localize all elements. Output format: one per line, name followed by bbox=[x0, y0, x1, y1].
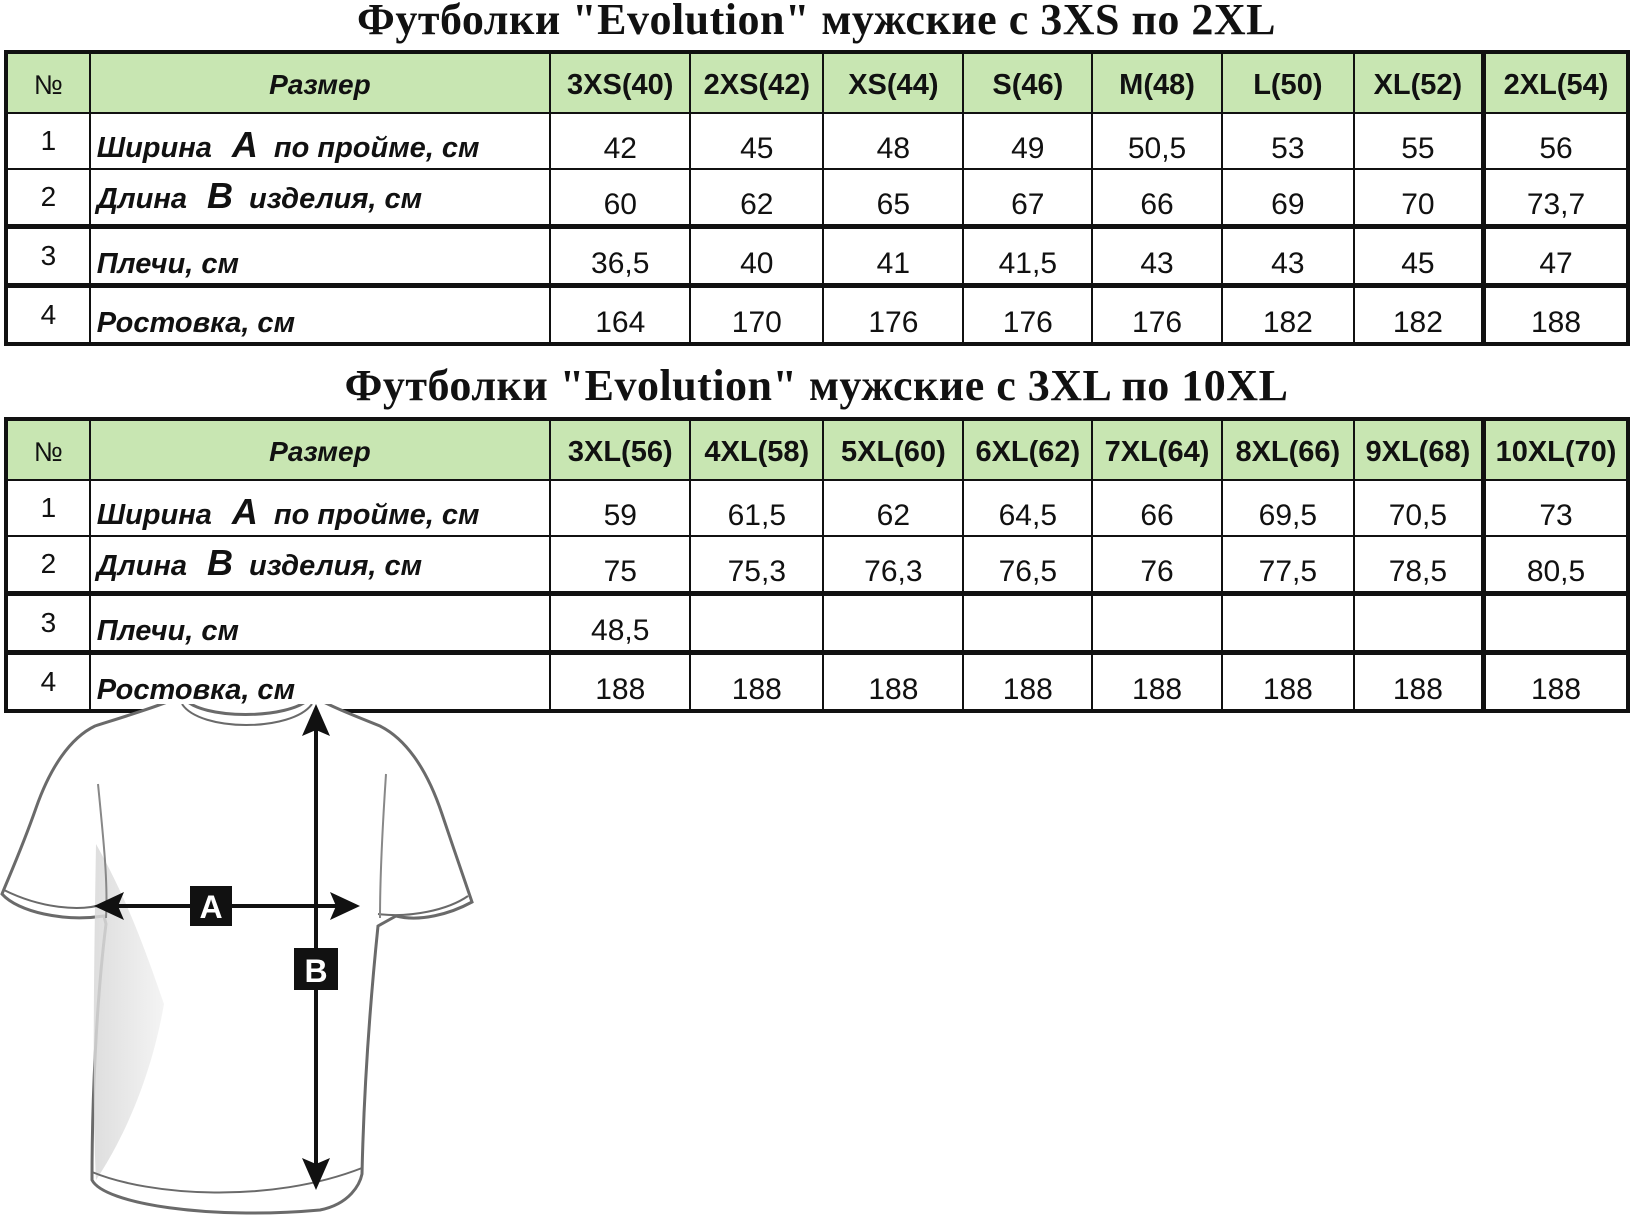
table-cell: 188 bbox=[823, 653, 963, 712]
header-size: S(46) bbox=[963, 52, 1092, 113]
table-cell bbox=[1092, 594, 1222, 653]
table-cell: 41 bbox=[823, 227, 963, 286]
row-parameter bbox=[90, 536, 550, 594]
row-number: 3 bbox=[6, 227, 90, 286]
table-row bbox=[6, 480, 1628, 536]
header-size: XS(44) bbox=[823, 52, 963, 113]
header-size: XL(52) bbox=[1354, 52, 1484, 113]
header-size: 9XL(68) bbox=[1354, 419, 1484, 480]
header-size: 5XL(60) bbox=[823, 419, 963, 480]
row-parameter bbox=[90, 286, 550, 345]
table-cell: 42 bbox=[550, 113, 690, 169]
table-cell: 62 bbox=[690, 169, 823, 227]
table-cell: 55 bbox=[1354, 113, 1484, 169]
table-cell: 176 bbox=[963, 286, 1092, 345]
table-cell: 70 bbox=[1354, 169, 1484, 227]
table-cell: 164 bbox=[550, 286, 690, 345]
table-cell: 66 bbox=[1092, 480, 1222, 536]
table-cell: 170 bbox=[690, 286, 823, 345]
parameter-label-suffix: изделия, см bbox=[249, 183, 423, 215]
table-cell: 48 bbox=[823, 113, 963, 169]
table-row bbox=[6, 113, 1628, 169]
row-parameter bbox=[90, 594, 550, 653]
parameter-letter: В bbox=[207, 175, 234, 216]
table-row bbox=[6, 227, 1628, 286]
table-cell: 80,5 bbox=[1484, 536, 1628, 594]
header-size-label: Размер bbox=[90, 419, 550, 480]
table-cell: 64,5 bbox=[963, 480, 1092, 536]
table-cell: 182 bbox=[1354, 286, 1484, 345]
header-size: 6XL(62) bbox=[963, 419, 1092, 480]
table-row bbox=[6, 169, 1628, 227]
parameter-label: Ширина bbox=[96, 132, 212, 164]
table-cell: 48,5 bbox=[550, 594, 690, 653]
header-size: 8XL(66) bbox=[1222, 419, 1354, 480]
header-row bbox=[6, 419, 1628, 480]
table-cell: 43 bbox=[1092, 227, 1222, 286]
header-size: 10XL(70) bbox=[1484, 419, 1628, 480]
table-cell: 188 bbox=[1484, 653, 1628, 712]
parameter-label: Длина bbox=[96, 550, 188, 582]
label-a: A bbox=[199, 889, 223, 925]
tshirt-outline bbox=[2, 704, 472, 1213]
row-number: 1 bbox=[6, 113, 90, 169]
table-cell: 77,5 bbox=[1222, 536, 1354, 594]
label-b: B bbox=[304, 953, 328, 989]
parameter-letter: А bbox=[231, 124, 258, 165]
table-cell bbox=[690, 594, 823, 653]
header-size: 3XS(40) bbox=[550, 52, 690, 113]
row-parameter bbox=[90, 113, 550, 169]
table-cell: 76,3 bbox=[823, 536, 963, 594]
table-cell: 76,5 bbox=[963, 536, 1092, 594]
parameter-label-suffix: изделия, см bbox=[249, 550, 423, 582]
table-cell: 56 bbox=[1484, 113, 1628, 169]
parameter-label: Плечи, см bbox=[96, 615, 239, 647]
table-cell: 62 bbox=[823, 480, 963, 536]
table-cell: 176 bbox=[1092, 286, 1222, 345]
header-size: L(50) bbox=[1222, 52, 1354, 113]
table-cell: 69 bbox=[1222, 169, 1354, 227]
header-size: 7XL(64) bbox=[1092, 419, 1222, 480]
page-title-2: Футболки "Evolution" мужские с 3XL по 10XL bbox=[344, 361, 1289, 410]
row-number: 4 bbox=[6, 653, 90, 712]
table-cell: 45 bbox=[690, 113, 823, 169]
table-cell: 36,5 bbox=[550, 227, 690, 286]
table-cell: 75 bbox=[550, 536, 690, 594]
table-cell: 65 bbox=[823, 169, 963, 227]
parameter-label-suffix: по пройме, см bbox=[273, 132, 480, 164]
table-cell: 78,5 bbox=[1354, 536, 1484, 594]
header-row bbox=[6, 52, 1628, 113]
table-cell: 53 bbox=[1222, 113, 1354, 169]
row-parameter bbox=[90, 227, 550, 286]
table-cell: 60 bbox=[550, 169, 690, 227]
table-cell: 41,5 bbox=[963, 227, 1092, 286]
table-cell bbox=[1484, 594, 1628, 653]
table-cell: 47 bbox=[1484, 227, 1628, 286]
table-cell: 73,7 bbox=[1484, 169, 1628, 227]
table-cell: 40 bbox=[690, 227, 823, 286]
parameter-label: Ростовка, см bbox=[96, 674, 296, 706]
parameter-label: Ширина bbox=[96, 499, 212, 531]
table-cell bbox=[1354, 594, 1484, 653]
table-row bbox=[6, 536, 1628, 594]
header-size: 2XL(54) bbox=[1484, 52, 1628, 113]
table-cell: 69,5 bbox=[1222, 480, 1354, 536]
table-row bbox=[6, 653, 1628, 712]
header-number: № bbox=[6, 52, 90, 113]
page-title-1: Футболки "Evolution" мужские с 3XS по 2XL bbox=[357, 0, 1276, 44]
table-cell: 49 bbox=[963, 113, 1092, 169]
header-size: M(48) bbox=[1092, 52, 1222, 113]
label-b-badge bbox=[294, 948, 338, 990]
parameter-letter: В bbox=[207, 542, 234, 583]
table-cell: 188 bbox=[1222, 653, 1354, 712]
header-size: 3XL(56) bbox=[550, 419, 690, 480]
row-parameter bbox=[90, 653, 550, 712]
parameter-letter: А bbox=[231, 491, 258, 532]
table-cell: 188 bbox=[1092, 653, 1222, 712]
tshirt-measurement-diagram bbox=[0, 704, 480, 1230]
parameter-label: Длина bbox=[96, 183, 188, 215]
parameter-label: Плечи, см bbox=[96, 248, 239, 280]
table-row bbox=[6, 594, 1628, 653]
table-cell: 70,5 bbox=[1354, 480, 1484, 536]
table-cell bbox=[1222, 594, 1354, 653]
table-cell: 75,3 bbox=[690, 536, 823, 594]
row-number: 1 bbox=[6, 480, 90, 536]
row-parameter bbox=[90, 480, 550, 536]
row-number: 2 bbox=[6, 536, 90, 594]
table-cell: 66 bbox=[1092, 169, 1222, 227]
table-cell: 176 bbox=[823, 286, 963, 345]
table-cell: 61,5 bbox=[690, 480, 823, 536]
table-cell: 43 bbox=[1222, 227, 1354, 286]
row-parameter bbox=[90, 169, 550, 227]
header-number: № bbox=[6, 419, 90, 480]
table-cell: 188 bbox=[690, 653, 823, 712]
label-a-badge bbox=[190, 886, 232, 926]
table-cell bbox=[823, 594, 963, 653]
header-size: 2XS(42) bbox=[690, 52, 823, 113]
header-size-label: Размер bbox=[90, 52, 550, 113]
table-cell: 45 bbox=[1354, 227, 1484, 286]
table-cell bbox=[963, 594, 1092, 653]
table-cell: 50,5 bbox=[1092, 113, 1222, 169]
header-size: 4XL(58) bbox=[690, 419, 823, 480]
size-table-3xs-2xl bbox=[4, 50, 1630, 346]
size-table-3xl-10xl bbox=[4, 417, 1630, 713]
table-cell: 76 bbox=[1092, 536, 1222, 594]
table-cell: 188 bbox=[1354, 653, 1484, 712]
row-number: 3 bbox=[6, 594, 90, 653]
parameter-label: Ростовка, см bbox=[96, 307, 296, 339]
row-number: 2 bbox=[6, 169, 90, 227]
parameter-label-suffix: по пройме, см bbox=[273, 499, 480, 531]
table-cell: 188 bbox=[1484, 286, 1628, 345]
table-cell: 59 bbox=[550, 480, 690, 536]
table-row bbox=[6, 286, 1628, 345]
table-cell: 182 bbox=[1222, 286, 1354, 345]
row-number: 4 bbox=[6, 286, 90, 345]
table-cell: 188 bbox=[550, 653, 690, 712]
table-cell: 73 bbox=[1484, 480, 1628, 536]
table-cell: 67 bbox=[963, 169, 1092, 227]
table-cell: 188 bbox=[963, 653, 1092, 712]
